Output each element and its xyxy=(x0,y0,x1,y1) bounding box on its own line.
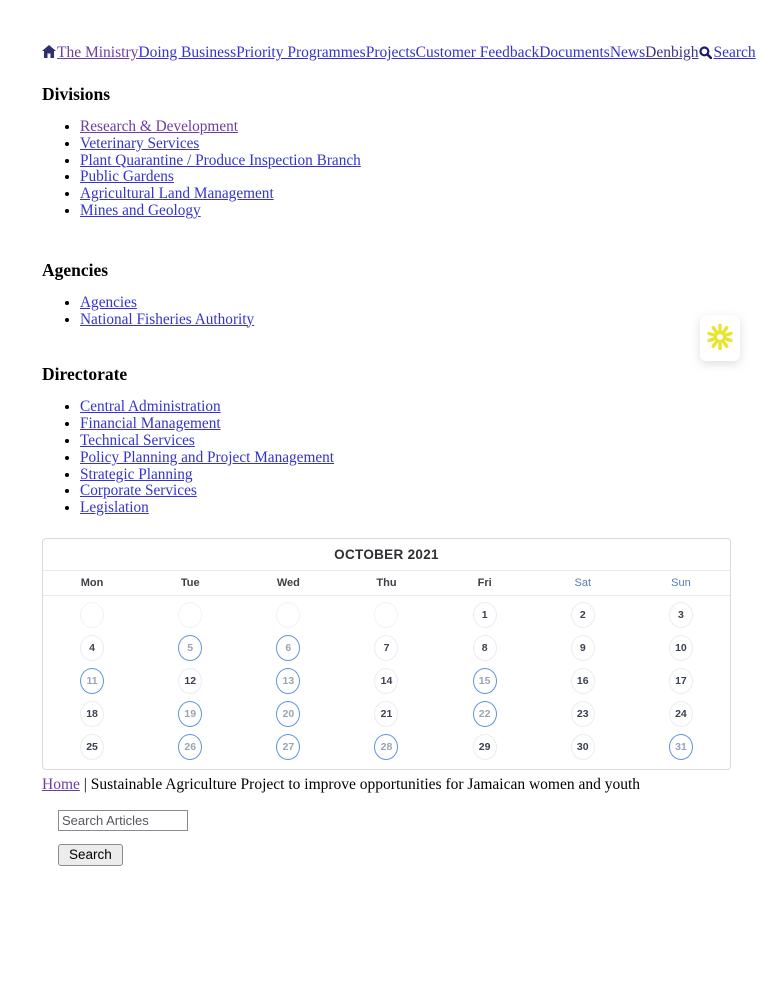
link-research-development[interactable]: Research & Development xyxy=(80,118,239,135)
calendar-day-11-event[interactable]: 11 xyxy=(80,668,104,694)
calendar-day-19-event[interactable]: 19 xyxy=(178,701,202,727)
calendar-cell xyxy=(534,731,632,764)
calendar-day-28-event[interactable]: 28 xyxy=(374,734,398,760)
link-corporate-services[interactable]: Corporate Services xyxy=(80,482,197,500)
calendar-cell xyxy=(43,665,141,698)
calendar-day-8: 8 xyxy=(473,635,497,661)
home-icon xyxy=(42,45,56,62)
calendar-day-6-event[interactable]: 6 xyxy=(276,635,300,661)
calendar-day-16: 16 xyxy=(571,668,595,694)
calendar-day-header-fri: Fri xyxy=(477,576,492,589)
calendar-month-title: OCTOBER 2021 xyxy=(43,539,730,571)
nav-link-priority-programmes[interactable]: Priority Programmes xyxy=(236,44,366,61)
calendar-day-13-event[interactable]: 13 xyxy=(276,668,300,694)
section-list-directorate xyxy=(42,399,731,517)
link-central-administration[interactable]: Central Administration xyxy=(80,398,221,416)
accessibility-widget-button[interactable] xyxy=(700,315,740,361)
calendar-cell xyxy=(239,731,337,764)
list-item xyxy=(80,483,731,500)
calendar-day-20-event[interactable]: 20 xyxy=(276,701,300,727)
calendar-cell xyxy=(141,698,239,731)
link-plant-quarantine-produce-inspection-branch[interactable]: Plant Quarantine / Produce Inspection Branch xyxy=(80,151,361,169)
calendar-cell xyxy=(436,599,534,632)
list-item xyxy=(80,450,731,467)
calendar-cell xyxy=(239,665,337,698)
link-strategic-planning[interactable]: Strategic Planning xyxy=(80,465,193,483)
calendar-cell xyxy=(43,599,141,632)
calendar-cell xyxy=(43,698,141,731)
list-item xyxy=(80,186,731,203)
link-technical-services[interactable]: Technical Services xyxy=(80,431,195,449)
nav-link-documents[interactable]: Documents xyxy=(539,44,610,61)
calendar-day-21: 21 xyxy=(374,701,398,727)
calendar-cell xyxy=(239,698,337,731)
calendar-cell xyxy=(632,665,730,698)
article-search-input[interactable] xyxy=(58,810,188,831)
calendar-day-10: 10 xyxy=(669,635,693,661)
search-icon[interactable] xyxy=(699,46,712,63)
calendar-day-9: 9 xyxy=(571,635,595,661)
calendar-cell xyxy=(436,665,534,698)
calendar-day-23: 23 xyxy=(571,701,595,727)
calendar-day-header-sat: Sat xyxy=(574,576,592,589)
calendar xyxy=(42,538,731,770)
calendar-day-29: 29 xyxy=(473,734,497,760)
calendar-cell xyxy=(436,698,534,731)
calendar-cell xyxy=(337,698,435,731)
breadcrumb-home-link[interactable]: Home xyxy=(42,775,80,793)
calendar-day-7: 7 xyxy=(374,635,398,661)
section-list-divisions xyxy=(42,119,731,220)
calendar-cell xyxy=(632,731,730,764)
calendar-day-headers xyxy=(43,571,730,596)
calendar-day-14: 14 xyxy=(374,668,398,694)
calendar-day-24: 24 xyxy=(669,701,693,727)
calendar-day-15-event[interactable]: 15 xyxy=(473,668,497,694)
calendar-cell xyxy=(239,599,337,632)
list-item xyxy=(80,119,731,136)
nav-link-search[interactable]: Search xyxy=(713,44,756,61)
calendar-cell xyxy=(534,698,632,731)
calendar-cell xyxy=(534,599,632,632)
calendar-day-25: 25 xyxy=(80,734,104,760)
calendar-cell xyxy=(632,632,730,665)
calendar-cell xyxy=(632,698,730,731)
link-public-gardens[interactable]: Public Gardens xyxy=(80,168,174,186)
top-nav xyxy=(42,44,756,63)
calendar-day-1: 1 xyxy=(473,602,497,628)
calendar-cell xyxy=(43,731,141,764)
calendar-day-26-event[interactable]: 26 xyxy=(178,734,202,760)
calendar-day-header-thu: Thu xyxy=(376,576,397,589)
calendar-day-2: 2 xyxy=(571,602,595,628)
list-item xyxy=(80,312,731,329)
calendar-cell xyxy=(436,632,534,665)
list-item xyxy=(80,500,731,517)
nav-link-customer-feedback[interactable]: Customer Feedback xyxy=(415,44,540,61)
calendar-empty-day xyxy=(80,602,104,628)
calendar-day-17: 17 xyxy=(669,668,693,694)
calendar-cell xyxy=(239,632,337,665)
list-item xyxy=(80,433,731,450)
calendar-cell xyxy=(43,632,141,665)
nav-link-news[interactable]: News xyxy=(609,44,646,61)
calendar-cell xyxy=(337,665,435,698)
page-title: Sustainable Agriculture Project to improve opportunities for Jamaican women and youth xyxy=(90,775,641,793)
calendar-day-header-tue: Tue xyxy=(180,576,200,589)
calendar-cell xyxy=(534,665,632,698)
nav-link-doing-business[interactable]: Doing Business xyxy=(138,44,237,61)
calendar-day-header-sun: Sun xyxy=(671,576,691,589)
calendar-cell xyxy=(141,599,239,632)
link-national-fisheries-authority[interactable]: National Fisheries Authority xyxy=(80,310,255,328)
nav-link-denbigh[interactable]: Denbigh xyxy=(645,44,699,61)
calendar-cell xyxy=(337,599,435,632)
link-mines-and-geology[interactable]: Mines and Geology xyxy=(80,201,201,219)
accessibility-asterisk-icon xyxy=(706,323,734,354)
link-agricultural-land-management[interactable]: Agricultural Land Management xyxy=(80,185,274,203)
calendar-cell xyxy=(534,632,632,665)
section-heading-agencies: Agencies xyxy=(42,259,109,280)
calendar-day-30: 30 xyxy=(571,734,595,760)
calendar-empty-day xyxy=(178,602,202,628)
calendar-empty-day xyxy=(374,602,398,628)
calendar-grid xyxy=(43,596,730,769)
list-item xyxy=(80,399,731,416)
link-agencies[interactable]: Agencies xyxy=(80,293,137,311)
article-search-button[interactable]: Search xyxy=(58,844,123,866)
calendar-day-header-wed: Wed xyxy=(276,576,300,589)
nav-link-projects[interactable]: Projects xyxy=(365,44,416,61)
calendar-day-4: 4 xyxy=(80,635,104,661)
link-financial-management[interactable]: Financial Management xyxy=(80,415,221,433)
list-item xyxy=(80,136,731,153)
section-list-agencies xyxy=(42,295,731,329)
calendar-day-18: 18 xyxy=(80,701,104,727)
link-policy-planning-and-project-management[interactable]: Policy Planning and Project Management xyxy=(80,448,335,466)
calendar-day-5-event[interactable]: 5 xyxy=(178,635,202,661)
section-heading-directorate: Directorate xyxy=(42,364,128,385)
calendar-day-27-event[interactable]: 27 xyxy=(276,734,300,760)
list-item xyxy=(80,467,731,484)
link-legislation[interactable]: Legislation xyxy=(80,499,149,517)
calendar-cell xyxy=(436,731,534,764)
breadcrumb-separator: | xyxy=(83,775,87,793)
calendar-day-22-event[interactable]: 22 xyxy=(473,701,497,727)
calendar-day-31-event[interactable]: 31 xyxy=(669,734,693,760)
list-item xyxy=(80,203,731,220)
link-veterinary-services[interactable]: Veterinary Services xyxy=(80,134,200,152)
list-item xyxy=(80,416,731,433)
calendar-day-3: 3 xyxy=(669,602,693,628)
breadcrumb xyxy=(42,776,731,794)
calendar-day-12: 12 xyxy=(178,668,202,694)
calendar-empty-day xyxy=(276,602,300,628)
list-item xyxy=(80,295,731,312)
calendar-cell xyxy=(141,632,239,665)
calendar-cell xyxy=(632,599,730,632)
calendar-day-header-mon: Mon xyxy=(80,576,104,589)
calendar-cell xyxy=(141,665,239,698)
calendar-cell xyxy=(337,632,435,665)
list-item xyxy=(80,153,731,170)
nav-link-the-ministry[interactable]: The Ministry xyxy=(57,44,139,61)
link-sections xyxy=(42,84,731,517)
article-search-form xyxy=(58,810,731,866)
calendar-cell xyxy=(141,731,239,764)
list-item xyxy=(80,169,731,186)
section-heading-divisions: Divisions xyxy=(42,84,111,104)
calendar-cell xyxy=(337,731,435,764)
